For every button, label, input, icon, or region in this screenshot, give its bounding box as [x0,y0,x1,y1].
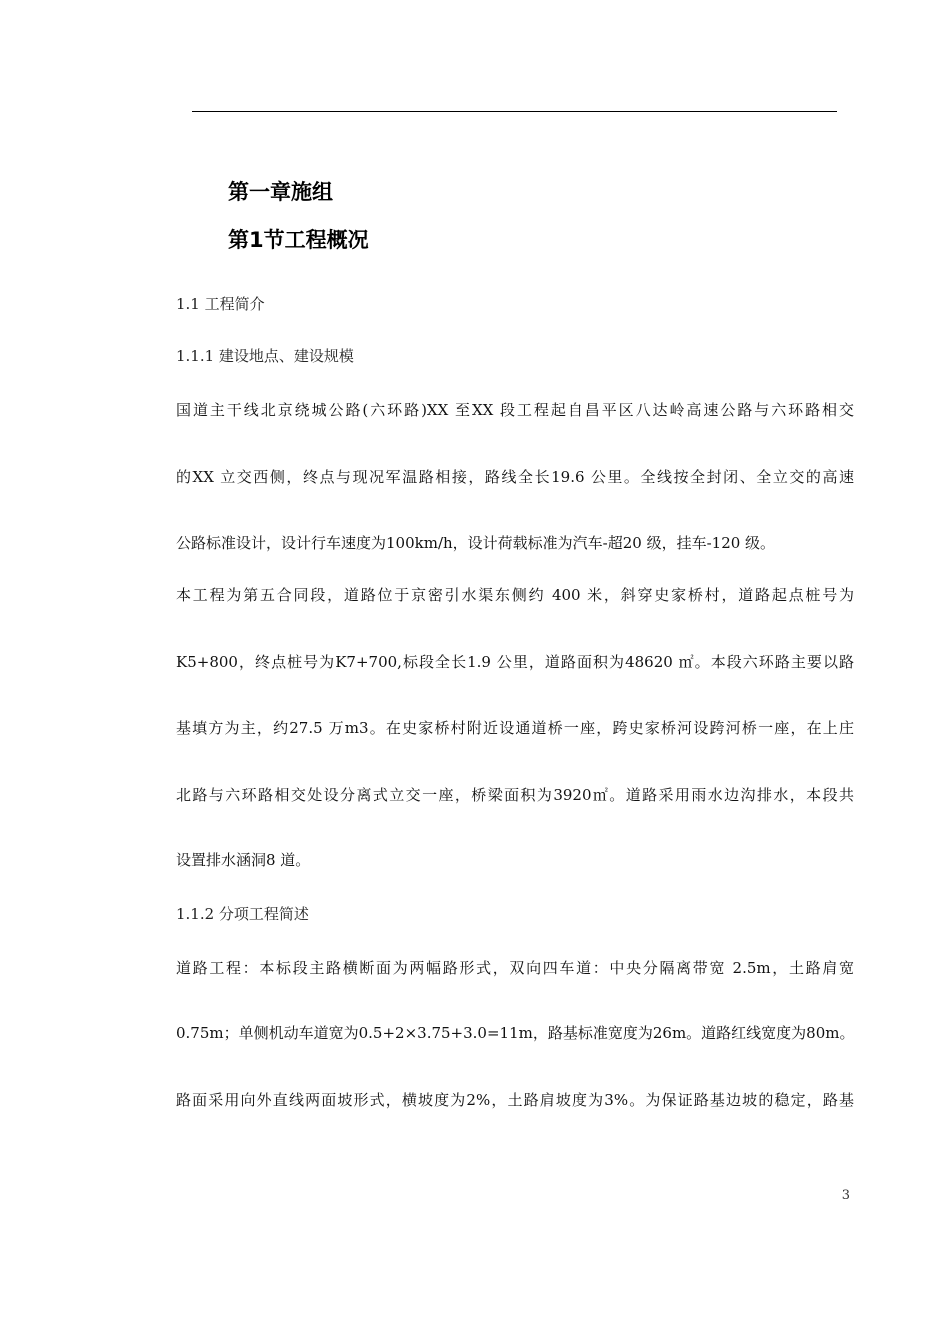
paragraph-line: 本工程为第五合同段，道路位于京密引水渠东侧约 400 米，斜穿史家桥村，道路起点桩号为 [176,586,854,604]
paragraph-line: 的XX 立交西侧，终点与现况军温路相接，路线全长19.6 公里。全线按全封闭、全立交的高速 [176,468,854,486]
paragraph-line: 道路工程：本标段主路横断面为两幅路形式，双向四车道：中央分隔离带宽 2.5m，土路肩宽 [176,959,854,977]
paragraph-line: 路面采用向外直线两面坡形式，横坡度为2%，土路肩坡度为3%。为保证路基边坡的稳定，路基 [176,1091,854,1109]
paragraph-line: 0.75m；单侧机动车道宽为0.5+2×3.75+3.0=11m，路基标准宽度为26m。道路红线宽度为80m。 [176,1024,855,1042]
header-rule [192,111,837,112]
subsection-heading-1-1-1: 1.1.1 建设地点、建设规模 [176,347,354,365]
page-number: 3 [841,1188,850,1203]
paragraph-line: 设置排水涵洞8 道。 [176,851,311,869]
paragraph-line: 国道主干线北京绕城公路(六环路)XX 至XX 段工程起自昌平区八达岭高速公路与六环路相交 [176,401,854,419]
paragraph-line: 基填方为主，约27.5 万m3。在史家桥村附近设通道桥一座，跨史家桥河设跨河桥一座，在上庄 [176,719,854,737]
subsection-heading-1-1-2: 1.1.2 分项工程简述 [176,905,309,923]
chapter-title: 第一章施组 [228,180,333,204]
paragraph-line: 北路与六环路相交处设分离式立交一座，桥梁面积为3920㎡。道路采用雨水边沟排水，本段共 [176,786,854,804]
subsection-heading-1-1: 1.1 工程简介 [176,295,265,313]
paragraph-line: 公路标准设计，设计行车速度为100km/h，设计荷载标准为汽车-超20 级，挂车-120 级。 [176,534,776,552]
paragraph-line: K5+800，终点桩号为K7+700,标段全长1.9 公里，道路面积为48620 ㎡。本段六环路主要以路 [176,653,854,671]
section-title: 第1节工程概况 [228,228,369,252]
